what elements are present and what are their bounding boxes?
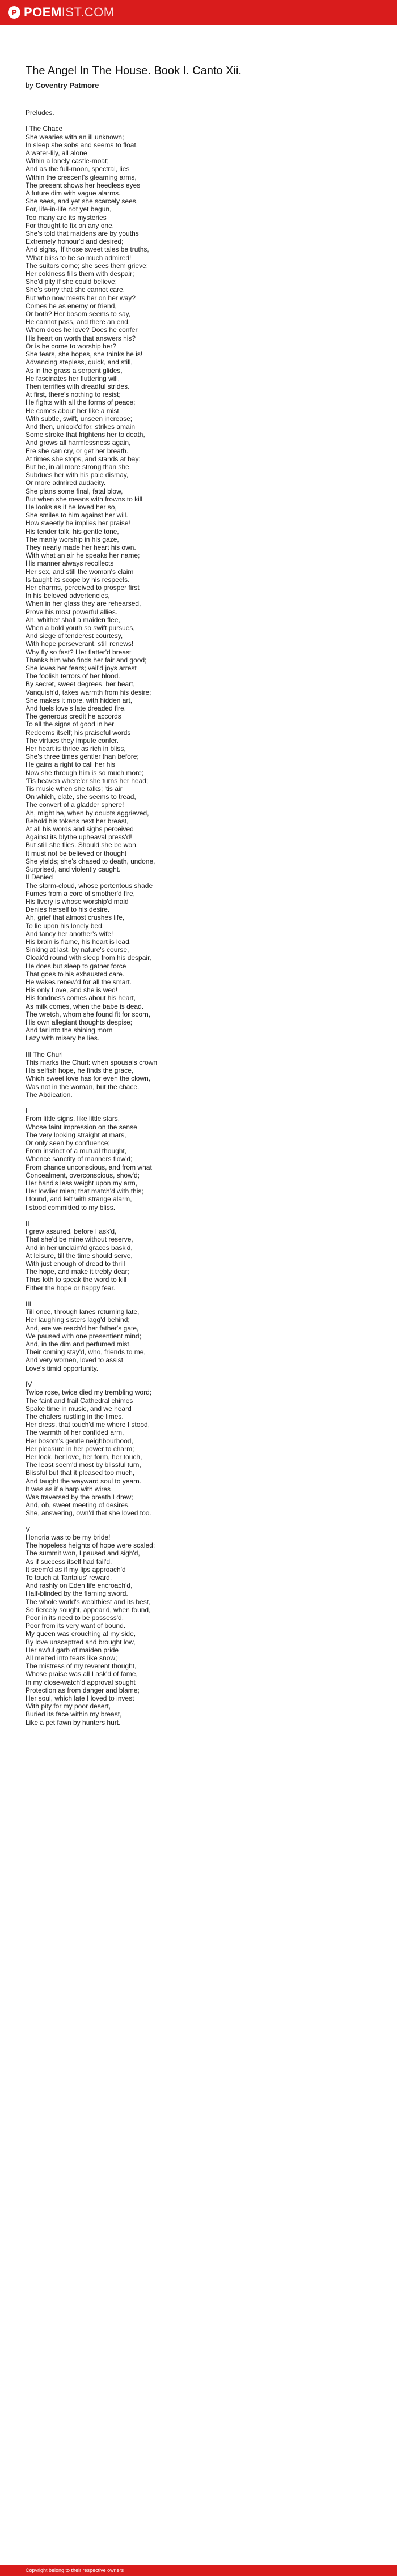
copyright-text: Copyright belong to their respective owners [26, 2568, 124, 2573]
poem-body: Preludes. I The Chace She wearies with an ill unknown; In sleep she sobs and seems to float, A water-lily, all alone Within a lonely castle-moat; And as the full-moon, spectral, lies Within the crescent's gleaming arms, The present shows her heedless eyes A future dim with vague alarms. She sees, and yet she scarcely sees, For, life-in-life not yet begun, Too many are its mysteries For thought to fix on any one. She's told that maidens are by youths Extremely honour'd and desired; And sighs, 'If those sweet tales be truths, 'What bliss to be so much admired!' The suitors come; she sees them grieve; Her coldness fills them with despair; She'd pity if she could believe; She's sorry that she cannot care. But who now meets her on her way? Comes he as enemy or friend, Or both? Her bosom seems to say, He cannot pass, and there an end. Whom does he love? Does he confer His heart on worth that answers his? Or is he come to worship her? She fears, she hopes, she thinks he is! Advancing stepless, quick, and still, As in the grass a serpent glides, He fascinates her fluttering will, Then terrifies with dreadful strides. At first, there's nothing to resist; He fights with all the forms of peace; He comes about her like a mist, With subtle, swift, unseen increase; And then, unlook'd for, strikes amain Some stroke that frightens her to death, And grows all harmlessness again, Ere she can cry, or get her breath. At times she stops, and stands at bay; But he, in all more strong than she, Subdues her with his pale dismay, Or more admired audacity. She plans some final, fatal blow, But when she means with frowns to kill He looks as if he loved her so, She smiles to him against her will. How sweetly he implies her praise! His tender talk, his gentle tone, The manly worship in his gaze, They nearly made her heart his own. With what an air he speaks her name; His manner always recollects Her sex, and still the woman's claim Is taught its scope by his respects. Her charms, perceived to prosper first In his beloved advertencies, When in her glass they are rehearsed, Prove his most powerful allies. Ah, whither shall a maiden flee, When a bold youth so swift pursues, And siege of tenderest courtesy, With hope perseverant, still renews! Why fly so fast? Her flatter'd breast Thanks him who finds her fair and good; She loves her fears; veil'd joys arrest The foolish terrors of her blood. By secret, sweet degrees, her heart, Vanquish'd, takes warmth from his desire; She makes it more, with hidden art, And fuels love's late dreaded fire. The generous credit he accords To all the signs of good in her Redeems itself; his praiseful words The virtues they impute confer. Her heart is thrice as rich in bliss, She's three times gentler than before; He gains a right to call her his Now she through him is so much more; 'Tis heaven where'er she turns her head; Tis music when she talks; 'tis air On which, elate, she seems to tread, The convert of a gladder sphere! Ah, might he, when by doubts aggrieved, Behold his tokens next her breast, At all his words and sighs perceived Against its blythe upheaval press'd! But still she flies. Should she be won, It must not be believed or thought She yields; she's chased to death, undone, Surprised, and violently caught. II Denied The storm-cloud, whose portentous shade Fumes from a core of smother'd fire, His livery is whose worship'd maid Denies herself to his desire. Ah, grief that almost crushes life, To lie upon his lonely bed, And fancy her another's wife! His brain is flame, his heart is lead. Sinking at last, by nature's course, Cloak'd round with sleep from his despair, He does but sleep to gather force That goes to his exhausted care. He wakes renew'd for all the smart. His only Love, and she is wed! His fondness comes about his heart, As milk comes, when the babe is dead. The wretch, whom she found fit for scorn, His own allegiant thoughts despise; And far into the shining morn Lazy with misery he lies. III The Churl This marks the Churl: when spousals crown His selfish hope, he finds the grace, Which sweet love has for even the clown, Was not in the woman, but the chace. The Abdication. I From little signs, like little stars, Whose faint impression on the sense The very looking straight at mars, Or only seen by confluence; From instinct of a mutual thought, Whence sanctity of manners flow'd; From chance unconscious, and from what Concealment, overconscious, show'd; Her hand's less weight upon my arm, Her lowlier mien; that match'd with this; I found, and felt with strange alarm, I stood committed to my bliss. II I grew assured, before I ask'd, That she'd be mine without reserve, And in her unclaim'd graces bask'd, At leisure, till the time should serve, With just enough of dread to thrill The hope, and make it trebly dear; Thus loth to speak the word to kill Either the hope or happy fear. III Till once, through lanes returning late, Her laughing sisters lagg'd behind; And, ere we reach'd her father's gate, We paused with one presentient mind; And, in the dim and perfumed mist, Their coming stay'd, who, friends to me, And very women, loved to assist Love's timid opportunity. IV Twice rose, twice died my trembling word; The faint and frail Cathedral chimes Spake time in music, and we heard The chafers rustling in the limes. Her dress, that touch'd me where I stood, The warmth of her confided arm, Her bosom's gentle neighbourhood, Her pleasure in her power to charm; Her look, her love, her form, her touch, The least seem'd most by blissful turn, Blissful but that it pleased too much, And taught the wayward soul to yearn. It was as if a harp with wires Was traversed by the breath I drew; And, oh, sweet meeting of desires, She, answering, own'd that she loved too. V Honoria was to be my bride! The hopeless heights of hope were scaled; The summit won, I paused and sigh'd, As if success itself had fail'd. It seem'd as if my lips approach'd To touch at Tantalus' reward, And rashly on Eden life encroach'd, Half-blinded by the flaming sword. The whole world's wealthiest and its best, So fiercely sought, appear'd, when found, Poor in its need to be possess'd, Poor from its very want of bound. My queen was crouching at my side, By love unsceptred and brought low, Her awful garb of maiden pride All melted into tears like snow; The mistress of my reverent thought, Whose praise was all I ask'd of fame, In my close-watch'd approval sought Protection as from danger and blame; Her soul, which late I loved to invest With pity for my poor desert, Buried its face within my breast, Like a pet fawn by hunters hurt. [26, 109, 158, 1727]
logo-text-rest: IST.COM [61, 5, 115, 19]
logo-text-bold: POEM [24, 5, 62, 19]
poem-container [0, 25, 397, 1727]
author-link[interactable]: Coventry Patmore [35, 81, 99, 90]
site-logo[interactable] [24, 5, 115, 20]
poem-title: The Angel In The House. Book I. Canto Xii. [26, 65, 242, 77]
site-header [0, 0, 397, 25]
byline-prefix: by [26, 81, 36, 90]
site-footer [0, 2565, 397, 2576]
poem-icon[interactable]: P [8, 6, 20, 19]
poem-byline [26, 81, 371, 90]
